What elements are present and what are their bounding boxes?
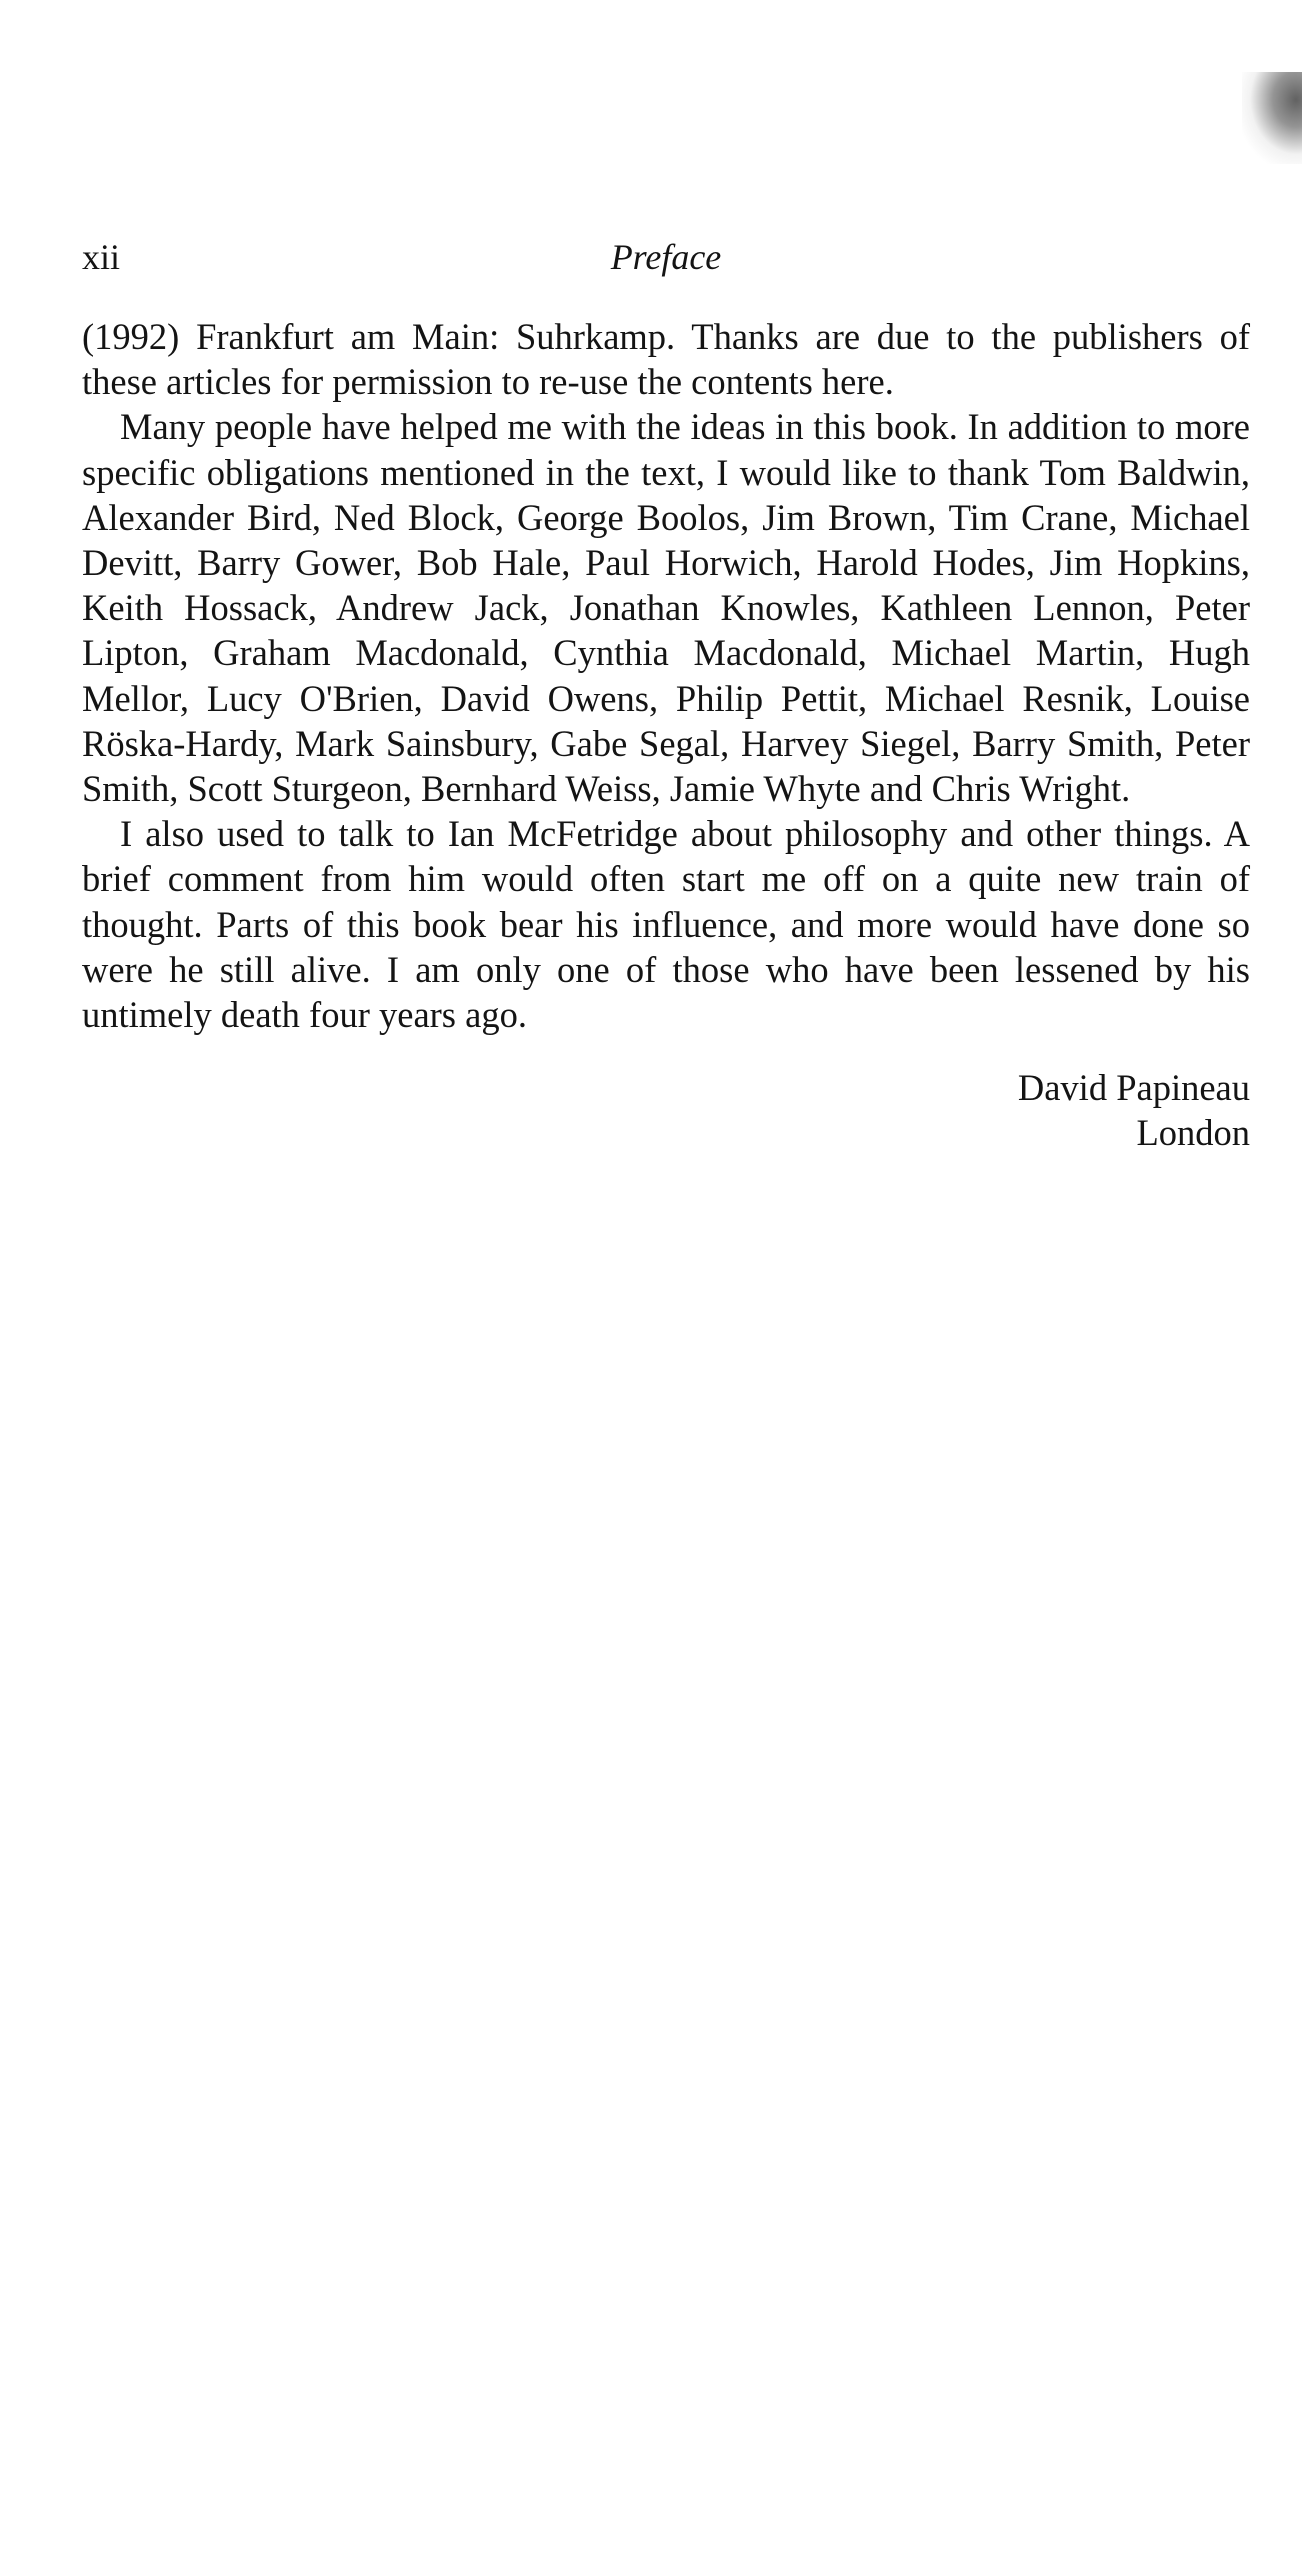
paragraph-continuation: (1992) Frankfurt am Main: Suhrkamp. Thanks are due to the publishers of these articles for permission to re-use the contents here. — [82, 316, 1250, 403]
scan-artifact — [1242, 72, 1302, 164]
author-name: David Papineau — [1017, 1067, 1250, 1109]
page-number: xii — [82, 237, 121, 277]
running-title: Preface — [610, 237, 722, 277]
running-head — [82, 232, 1250, 282]
paragraph-acknowledgements: Many people have helped me with the ideas in this book. In addition to more specific obligations mentioned in the text, I would like to thank Tom Baldwin, Alexander Bird, Ned Block, George Boolos, Jim Brown, Tim Crane, Michael Devitt, Barry Gower, Bob Hale, Paul Horwich, Harold Hodes, Jim Hopkins, Keith Hossack, Andrew Jack, Jonathan Knowles, Kathleen Lennon, Peter Lipton, Graham Macdonald, Cynthia Macdonald, Michael Martin, Hugh Mellor, Lucy O'Brien, David Owens, Philip Pettit, Michael Resnik, Louise Röska-Hardy, Mark Sainsbury, Gabe Segal, Harvey Siegel, Barry Smith, Peter Smith, Scott Sturgeon, Bernhard Weiss, Jamie Whyte and Chris Wright. — [82, 406, 1250, 810]
body-text — [82, 314, 1250, 1156]
paragraph-dedication: I also used to talk to Ian McFetridge about philosophy and other things. A brief comment from him would often start me off on a quite new train of thought. Parts of this book bear his influence, and more would have done so were he still alive. I am only one of those who have been lessened by his untimely death four years ago. — [82, 813, 1250, 1036]
signature-block — [82, 1065, 1250, 1155]
author-place: London — [1136, 1112, 1250, 1154]
